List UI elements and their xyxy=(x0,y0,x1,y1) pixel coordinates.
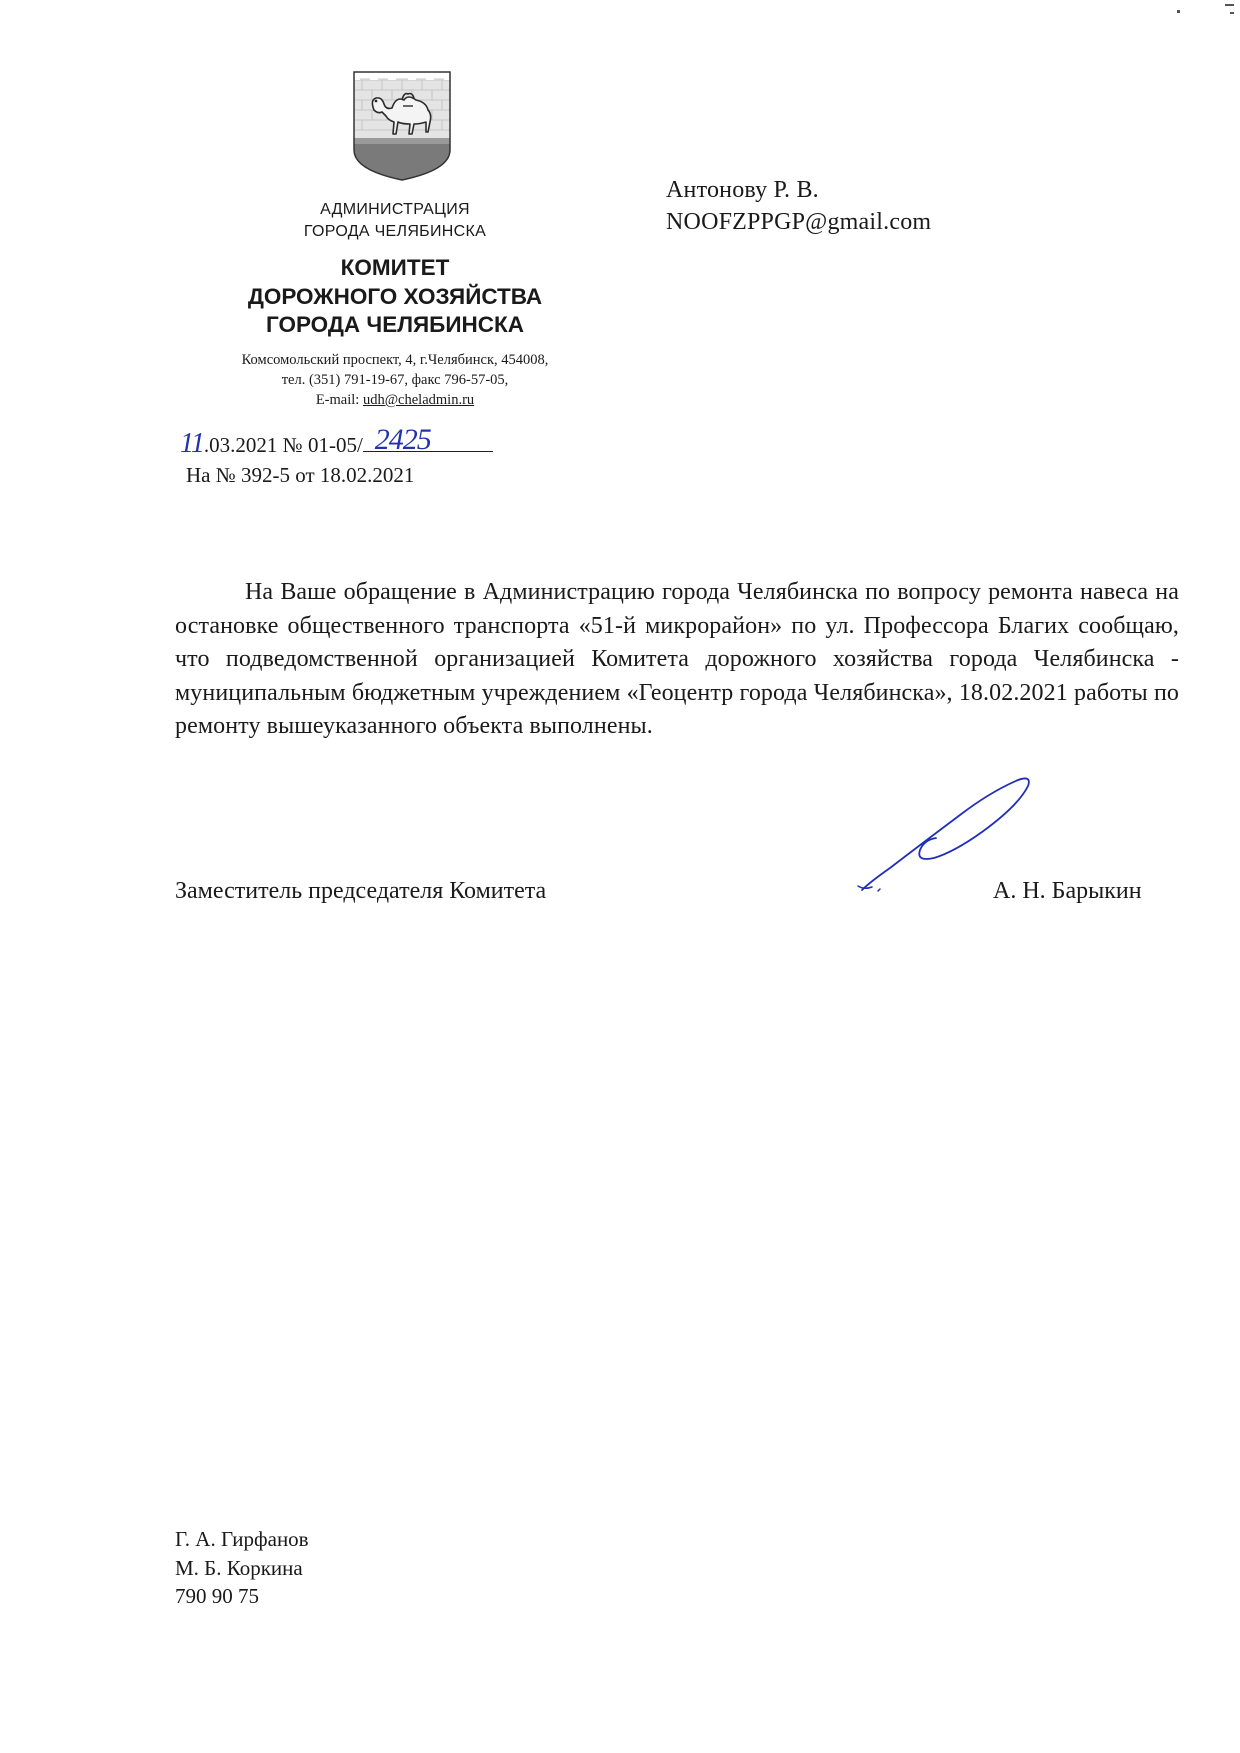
registration-line xyxy=(180,423,493,459)
administration-line-1: АДМИНИСТРАЦИЯ xyxy=(320,201,470,218)
email-link[interactable]: udh@cheladmin.ru xyxy=(362,392,475,408)
registration-number-field xyxy=(363,423,493,456)
signatory-name: А. Н. Барыкин xyxy=(993,878,1142,904)
handwritten-day: 11 xyxy=(180,428,204,459)
scan-mark xyxy=(1230,12,1234,14)
phone-line: тел. (351) 791-19-67, факс 796-57-05, xyxy=(281,372,509,388)
coat-of-arms xyxy=(352,70,452,182)
reference-line: На № 392-5 от 18.02.2021 xyxy=(186,463,415,487)
executor-1: Г. А. Гирфанов xyxy=(175,1527,309,1551)
camel-coat-of-arms-icon xyxy=(352,70,452,182)
scan-mark xyxy=(1177,10,1180,13)
scan-mark xyxy=(1225,4,1234,6)
address-line: Комсомольский проспект, 4, г.Челябинск, 454008, xyxy=(241,352,549,368)
body-paragraph: На Ваше обращение в Администрацию города Челябинска по вопросу ремонта навеса на остановке общественного транспорта «51-й микрорайон» по ул. Профессора Благих сообщаю, что подведомственной организацией Комитета дорожного хозяйства города Челябинска - муниципальным бюджетным учреждением «Геоцентр города Челябинска», 18.02.2021 работы по ремонту вышеуказанного объекта выполнены. xyxy=(175,579,1179,740)
recipient-name: Антонову Р. В. xyxy=(666,177,819,203)
committee-line-2: ДОРОЖНОГО ХОЗЯЙСТВА xyxy=(247,284,543,309)
committee-line-1: КОМИТЕТ xyxy=(340,255,450,280)
executor-phone: 790 90 75 xyxy=(175,1584,259,1608)
handwritten-number: 2425 xyxy=(374,423,431,456)
committee-line-3: ГОРОДА ЧЕЛЯБИНСКА xyxy=(265,312,524,337)
executors-block xyxy=(175,1525,309,1611)
administration-line-2: ГОРОДА ЧЕЛЯБИНСКА xyxy=(303,223,487,240)
recipient-email: NOOFZPPGP@gmail.com xyxy=(666,209,932,235)
letter-body xyxy=(175,576,1179,744)
email-prefix: E-mail: xyxy=(315,392,363,408)
email-line xyxy=(185,391,605,411)
executor-2: М. Б. Коркина xyxy=(175,1555,303,1580)
signatory-role: Заместитель председателя Комитета xyxy=(175,878,547,904)
registration-date: .03.2021 № 01-05/ xyxy=(203,433,363,457)
